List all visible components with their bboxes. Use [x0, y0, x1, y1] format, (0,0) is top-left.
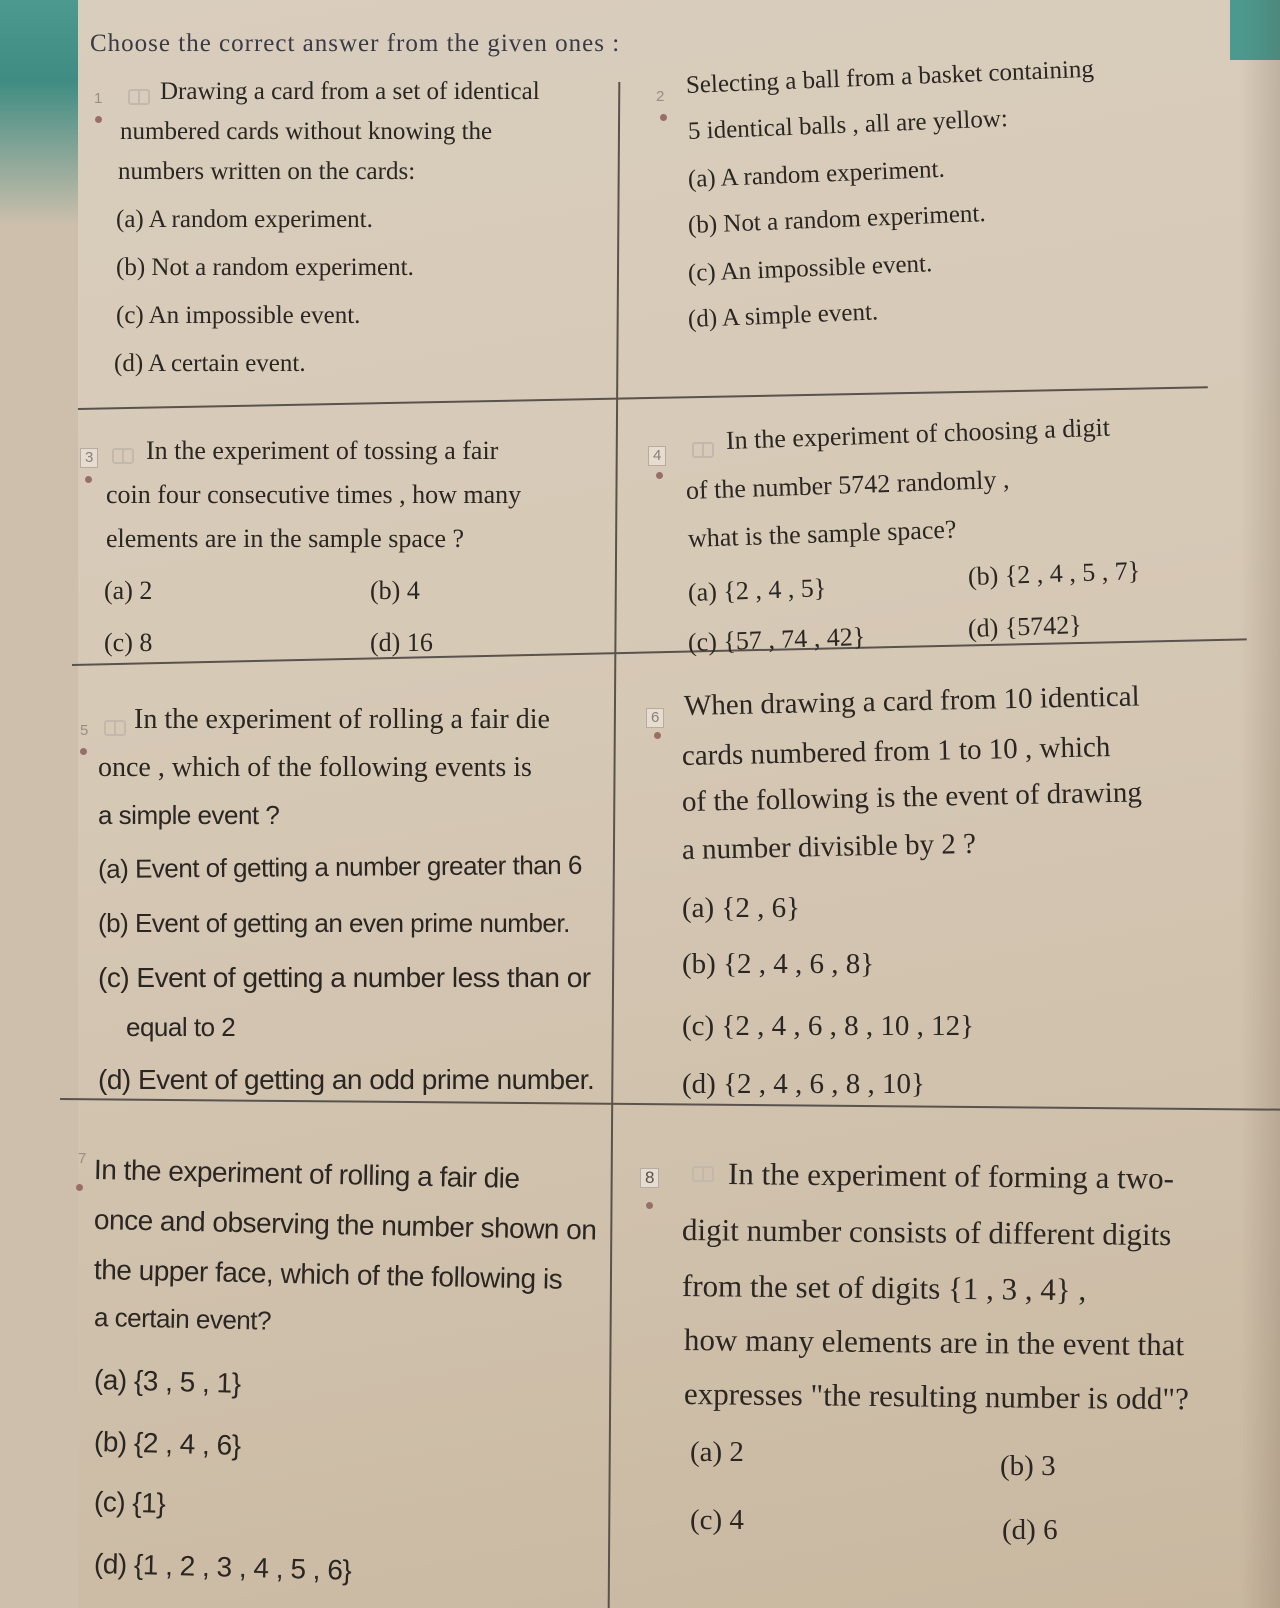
answer-option[interactable]: (b) 3 — [1000, 1450, 1056, 1482]
book-icon — [692, 1166, 714, 1182]
answer-option[interactable]: (a) A random experiment. — [687, 155, 946, 193]
question-number: 6 — [646, 708, 664, 728]
answer-option[interactable]: (c) Event of getting a number less than or — [98, 962, 591, 993]
bullet-dot-icon — [654, 732, 661, 739]
answer-option[interactable]: (a) 2 — [690, 1436, 744, 1468]
answer-option[interactable]: (d) A simple event. — [687, 298, 879, 333]
question-text: a certain event? — [93, 1302, 272, 1336]
question-number: 1 — [94, 90, 103, 107]
book-icon — [692, 442, 714, 458]
question-number: 4 — [648, 446, 666, 466]
question-text: from the set of digits {1 , 3 , 4} , — [681, 1268, 1087, 1308]
answer-option[interactable]: (c) 4 — [690, 1504, 744, 1536]
question-text: once , which of the following events is — [98, 752, 532, 783]
answer-option[interactable]: (b) Event of getting an even prime number. — [98, 908, 570, 938]
answer-option[interactable]: (a) {2 , 6} — [682, 892, 801, 924]
question-text: numbers written on the cards: — [118, 158, 416, 185]
question-text: how many elements are in the event that — [683, 1322, 1185, 1363]
question-text: 5 identical balls , all are yellow: — [687, 105, 1009, 145]
question-text: of the following is the event of drawing — [681, 776, 1143, 818]
answer-option[interactable]: (a) Event of getting a number greater than 6 — [97, 849, 582, 884]
answer-option[interactable]: (c) {2 , 4 , 6 , 8 , 10 , 12} — [682, 1010, 975, 1042]
answer-option[interactable]: (a) 2 — [104, 576, 153, 605]
bullet-dot-icon — [646, 1202, 653, 1209]
bullet-dot-icon — [660, 114, 667, 121]
row-divider — [78, 386, 1208, 410]
book-icon — [128, 89, 150, 105]
bullet-dot-icon — [95, 116, 102, 123]
question-text: In the experiment of choosing a digit — [725, 412, 1111, 455]
question-number: 5 — [80, 722, 89, 739]
page-edge-band — [0, 0, 78, 1608]
answer-option[interactable]: (d) 6 — [1002, 1514, 1058, 1546]
column-divider — [608, 82, 621, 1608]
answer-option[interactable]: (c) {57 , 74 , 42} — [687, 621, 866, 657]
row-divider — [72, 638, 1247, 666]
answer-option[interactable]: (c) An impossible event. — [116, 302, 361, 329]
answer-option[interactable]: (d) Event of getting an odd prime number. — [98, 1064, 595, 1095]
question-text: In the experiment of tossing a fair — [146, 436, 499, 465]
page-shadow — [1240, 0, 1280, 1608]
question-text: what is the sample space? — [687, 514, 957, 553]
question-text: In the experiment of forming a two- — [727, 1156, 1175, 1196]
question-text: In the experiment of rolling a fair die — [134, 704, 550, 735]
question-text: In the experiment of rolling a fair die — [93, 1154, 520, 1194]
question-text: cards numbered from 1 to 10 , which — [681, 731, 1111, 772]
question-number: 8 — [640, 1168, 659, 1188]
answer-option[interactable]: (c) {1} — [93, 1486, 166, 1519]
question-number: 3 — [80, 448, 98, 468]
question-text: Drawing a card from a set of identical — [160, 78, 540, 105]
bullet-dot-icon — [80, 748, 87, 755]
answer-option[interactable]: (c) 8 — [104, 628, 153, 657]
question-text: numbered cards without knowing the — [120, 118, 493, 145]
question-text: a number divisible by 2 ? — [681, 827, 977, 866]
answer-option[interactable]: (b) {2 , 4 , 6 , 8} — [682, 948, 875, 980]
question-text: When drawing a card from 10 identical — [683, 680, 1140, 722]
question-text: once and observing the number shown on — [93, 1204, 597, 1246]
question-number: 2 — [656, 88, 665, 105]
answer-option[interactable]: (d) 16 — [370, 628, 433, 657]
question-number: 7 — [78, 1150, 87, 1167]
row-divider — [60, 1098, 1280, 1111]
answer-option[interactable]: (d) {2 , 4 , 6 , 8 , 10} — [682, 1068, 925, 1100]
answer-option[interactable]: (d) {5742} — [967, 610, 1083, 643]
answer-option[interactable]: (a) {2 , 4 , 5} — [687, 573, 827, 607]
answer-option[interactable]: (a) A random experiment. — [116, 206, 373, 233]
answer-option[interactable]: (a) {3 , 5 , 1} — [93, 1364, 241, 1399]
question-text: of the number 5742 randomly , — [685, 464, 1010, 505]
answer-option[interactable]: (b) {2 , 4 , 5 , 7} — [967, 555, 1141, 591]
book-icon — [104, 720, 126, 736]
instruction-title: Choose the correct answer from the given ones : — [90, 30, 621, 57]
question-text: the upper face, which of the following is — [93, 1254, 563, 1295]
book-icon — [112, 448, 134, 464]
bullet-dot-icon — [656, 472, 663, 479]
question-text: coin four consecutive times , how many — [106, 480, 522, 509]
question-text: Selecting a ball from a basket containing — [685, 55, 1095, 99]
answer-option[interactable]: (b) 4 — [370, 576, 420, 605]
bullet-dot-icon — [85, 476, 92, 483]
answer-option[interactable]: (d) A certain event. — [114, 350, 306, 377]
question-text: expresses "the resulting number is odd"? — [683, 1376, 1190, 1417]
answer-option[interactable]: equal to 2 — [126, 1012, 236, 1042]
question-text: a simple event ? — [98, 800, 280, 830]
answer-option[interactable]: (c) An impossible event. — [687, 250, 933, 287]
question-text: digit number consists of different digits — [681, 1212, 1172, 1253]
answer-option[interactable]: (b) {2 , 4 , 6} — [93, 1426, 241, 1461]
bullet-dot-icon — [76, 1184, 83, 1191]
answer-option[interactable]: (b) Not a random experiment. — [687, 200, 987, 239]
question-text: elements are in the sample space ? — [106, 524, 465, 553]
answer-option[interactable]: (b) Not a random experiment. — [116, 254, 414, 281]
answer-option[interactable]: (d) {1 , 2 , 3 , 4 , 5 , 6} — [93, 1548, 352, 1586]
